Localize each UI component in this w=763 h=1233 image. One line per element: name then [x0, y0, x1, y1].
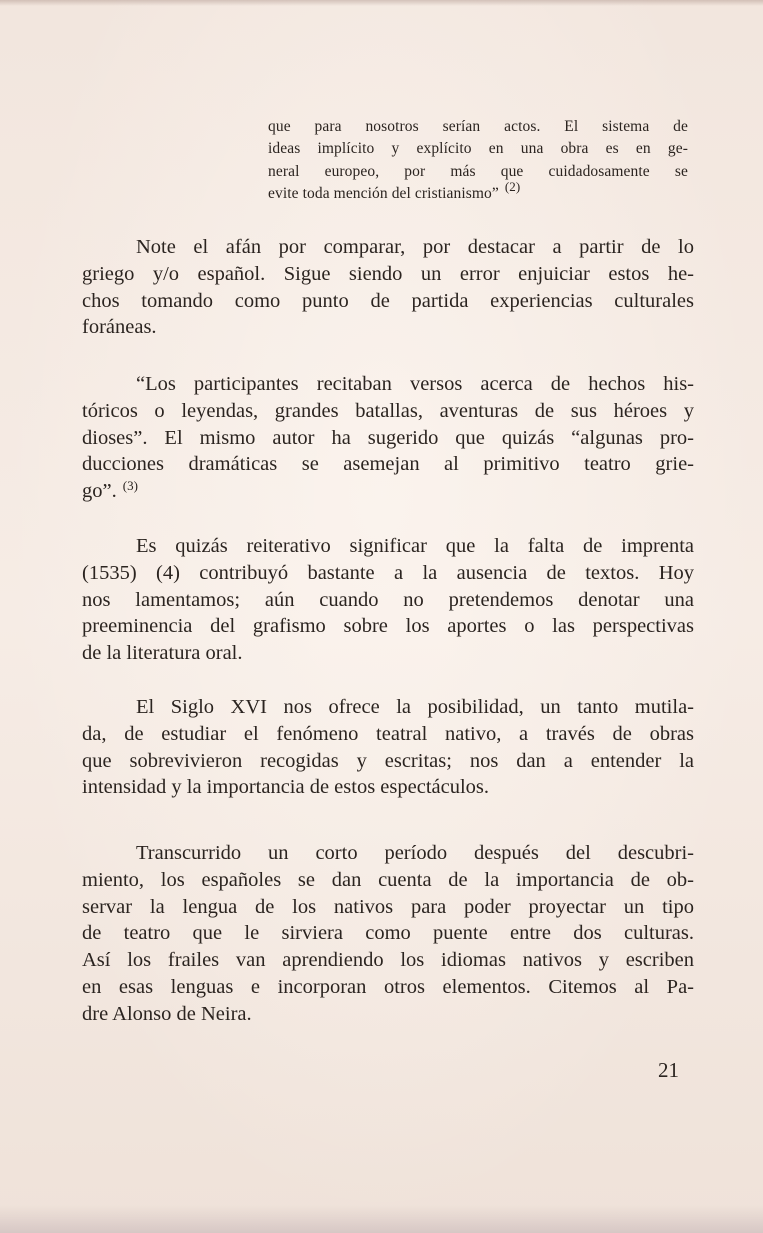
- paragraph-last-text: go”.: [82, 480, 117, 503]
- paragraph-line: [82, 478, 694, 507]
- page-top-edge: [0, 0, 763, 6]
- quote-line: neral europeo, por más que cuidadosamente se: [268, 162, 688, 180]
- paragraph-line: chos tomando como punto de partida experiencias culturales: [82, 289, 694, 312]
- paragraph-friars: [82, 840, 694, 1028]
- paragraph-sixteenth-century: [82, 694, 694, 801]
- paragraph-line: (1535) (4) contribuyó bastante a la ausencia de textos. Hoy: [82, 561, 694, 584]
- paragraph-line: intensidad y la importancia de estos espectáculos.: [82, 776, 490, 799]
- footnote-ref-3: (3): [122, 478, 138, 494]
- paragraph-line: griego y/o español. Sigue siendo un error enjuiciar estos he-: [82, 262, 694, 285]
- quote-line: que para nosotros serían actos. El sistema de: [268, 118, 688, 135]
- paragraph-line: de la literatura oral.: [82, 642, 243, 665]
- page-number: 21: [658, 1058, 679, 1082]
- paragraph-participants: [82, 371, 694, 507]
- paragraph-line: preeminencia del grafismo sobre los aportes o las perspectivas: [82, 615, 694, 638]
- paragraph-line: que sobrevivieron recogidas y escritas; nos dan a entender la: [82, 749, 694, 772]
- page-bottom-edge: [0, 1205, 763, 1233]
- paragraph-line: Transcurrido un corto período después del descubri-: [136, 842, 694, 864]
- paragraph-line: foráneas.: [82, 316, 157, 339]
- paragraph-line: miento, los españoles se dan cuenta de la importancia de ob-: [82, 868, 694, 891]
- quote-last-text: evite toda mención del cristianismo”: [268, 184, 499, 202]
- paragraph-line: nos lamentamos; aún cuando no pretendemos denotar una: [82, 588, 694, 611]
- quote-line: ideas implícito y explícito en una obra es en ge-: [268, 140, 688, 158]
- paragraph-printing: [82, 533, 694, 667]
- paragraph-line: dre Alonso de Neira.: [82, 1002, 252, 1025]
- paragraph-line: Note el afán por comparar, por destacar a partir de lo: [136, 236, 694, 258]
- paragraph-comparison: [82, 234, 694, 341]
- paragraph-line: Es quizás reiterativo significar que la falta de imprenta: [136, 535, 694, 557]
- paragraph-line: da, de estudiar el fenómeno teatral nativo, a través de obras: [82, 722, 694, 745]
- paragraph-line: de teatro que le sirviera como puente entre dos culturas.: [82, 922, 694, 945]
- paragraph-line: dioses”. El mismo autor ha sugerido que quizás “algunas pro-: [82, 426, 694, 449]
- paragraph-line: “Los participantes recitaban versos acerca de hechos his-: [136, 373, 694, 395]
- paragraph-line: ducciones dramáticas se asemejan al primitivo teatro grie-: [82, 453, 694, 476]
- block-quote: [268, 116, 688, 205]
- paragraph-line: tóricos o leyendas, grandes batallas, aventuras de sus héroes y: [82, 399, 694, 422]
- paragraph-line: en esas lenguas e incorporan otros elementos. Citemos al Pa-: [82, 975, 694, 998]
- paragraph-line: servar la lengua de los nativos para poder proyectar un tipo: [82, 895, 694, 918]
- footnote-ref-2: (2): [504, 178, 521, 194]
- quote-line: [268, 178, 688, 205]
- paragraph-line: El Siglo XVI nos ofrece la posibilidad, un tanto mutila-: [136, 696, 694, 718]
- paragraph-line: Así los frailes van aprendiendo los idiomas nativos y escriben: [82, 949, 694, 972]
